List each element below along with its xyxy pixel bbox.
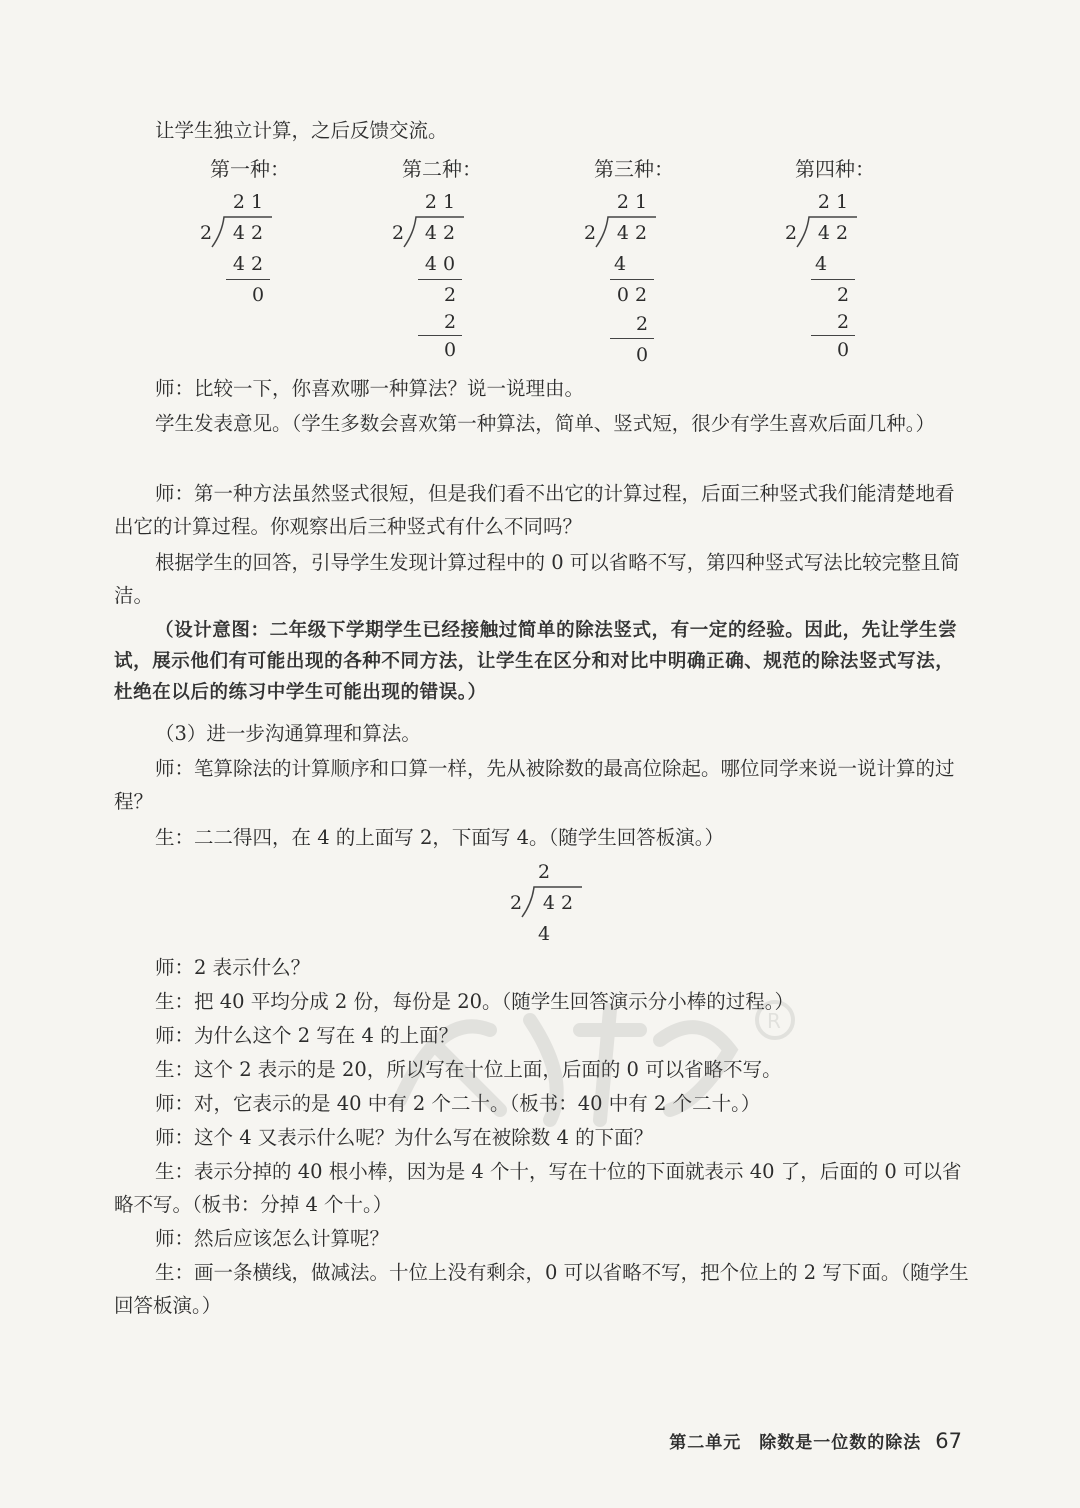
step-product: 4 [814, 253, 828, 275]
step-remainder: 0 [635, 344, 649, 366]
svg-text:R: R [767, 1009, 781, 1033]
step-remainder: 0 [251, 284, 265, 306]
paragraph: 生：表示分掉的 40 根小棒，因为是 4 个十，写在十位的下面就表示 40 了，后面的 0 可以省略不写。（板书：分掉 4 个十。） [114, 1160, 962, 1216]
long-division-method-2 [388, 190, 478, 370]
dividend: 4 2 [817, 222, 849, 244]
step-remainder: 0 [443, 339, 457, 361]
step-remainder: 2 [836, 284, 850, 306]
long-division-method-3 [580, 190, 670, 370]
method-3-label: 第三种： [594, 157, 674, 181]
quotient: 2 [537, 861, 551, 883]
paragraph: 师：笔算除法的计算顺序和口算一样，先从被除数的最高位除起。哪位同学来说一说计算的过程？ [114, 757, 955, 813]
step-product: 2 [443, 311, 457, 333]
step-product: 4 0 [424, 253, 456, 275]
paragraph: 师：然后应该怎么计算呢？ [155, 1227, 390, 1250]
subtraction-line [610, 279, 654, 280]
method-4-label: 第四种： [795, 157, 875, 181]
intro-text: 让学生独立计算，之后反馈交流。 [155, 119, 448, 142]
step-product: 4 [613, 253, 627, 275]
paragraph: 生：这个 2 表示的是 20，所以写在十位上面，后面的 0 可以省略不写。 [155, 1058, 782, 1081]
paragraph: 生：把 40 平均分成 2 份，每份是 20。（随学生回答演示分小棒的过程。） [155, 990, 795, 1013]
divisor: 2 [583, 222, 597, 244]
step-product: 2 [836, 311, 850, 333]
step-product: 4 2 [232, 253, 264, 275]
unit-title: 第二单元 除数是一位数的除法 [669, 1433, 922, 1453]
step-remainder: 0 [836, 339, 850, 361]
paragraph: 学生发表意见。（学生多数会喜欢第一种算法，简单、竖式短，很少有学生喜欢后面几种。） [155, 412, 936, 435]
quotient: 2 1 [817, 191, 849, 213]
divisor: 2 [199, 222, 213, 244]
step-product: 4 [537, 923, 551, 945]
page-number: 67 [935, 1429, 962, 1453]
design-intent-note: （设计意图：二年级下学期学生已经接触过简单的除法竖式，有一定的经验。因此，先让学生尝试，展示他们有可能出现的各种不同方法，让学生在区分和对比中明确正确、规范的除法竖式写法，杜绝在以后的练习中学生可能出现的错误。） [114, 620, 958, 703]
divisor: 2 [784, 222, 798, 244]
paragraph: 生：画一条横线，做减法。十位上没有剩余，0 可以省略不写，把个位上的 2 写下面。（随学生回答板演。） [114, 1261, 969, 1317]
subtraction-line [418, 279, 462, 280]
divisor: 2 [509, 892, 523, 914]
paragraph: 师：2 表示什么？ [155, 956, 311, 979]
long-division-method-4 [781, 190, 871, 370]
dividend: 4 2 [232, 222, 264, 244]
quotient: 2 1 [232, 191, 264, 213]
divisor: 2 [391, 222, 405, 244]
paragraph: 根据学生的回答，引导学生发现计算过程中的 0 可以省略不写，第四种竖式写法比较完整且简洁。 [114, 551, 960, 607]
paragraph: 师：对，它表示的是 40 中有 2 个二十。（板书：40 中有 2 个二十。） [155, 1092, 761, 1115]
paragraph: 师：第一种方法虽然竖式很短，但是我们看不出它的计算过程，后面三种竖式我们能清楚地看出它的计算过程。你观察出后三种竖式有什么不同吗？ [114, 482, 955, 538]
subtraction-line [811, 335, 855, 336]
section-heading: （3）进一步沟通算理和算法。 [155, 722, 421, 745]
paragraph: 师：比较一下，你喜欢哪一种算法？说一说理由。 [155, 377, 585, 400]
dividend: 4 2 [616, 222, 648, 244]
subtraction-line [811, 279, 855, 280]
page-footer [669, 1428, 962, 1453]
publisher-watermark-icon [380, 990, 800, 1130]
step-remainder: 0 2 [616, 284, 648, 306]
quotient: 2 1 [424, 191, 456, 213]
subtraction-line [418, 335, 462, 336]
quotient: 2 1 [616, 191, 648, 213]
method-1-label: 第一种： [210, 157, 290, 181]
subtraction-line [226, 279, 270, 280]
dividend: 4 2 [542, 892, 574, 914]
long-division-method-1 [196, 190, 286, 370]
step-remainder: 2 [443, 284, 457, 306]
subtraction-line [610, 338, 654, 339]
paragraph: 师：这个 4 又表示什么呢？为什么写在被除数 4 的下面？ [155, 1126, 654, 1149]
step-product: 2 [635, 313, 649, 335]
paragraph: 师：为什么这个 2 写在 4 的上面？ [155, 1024, 459, 1047]
method-2-label: 第二种： [402, 157, 482, 181]
dividend: 4 2 [424, 222, 456, 244]
board-long-division [506, 860, 596, 950]
paragraph: 生：二二得四，在 4 的上面写 2，下面写 4。（随学生回答板演。） [155, 826, 725, 849]
